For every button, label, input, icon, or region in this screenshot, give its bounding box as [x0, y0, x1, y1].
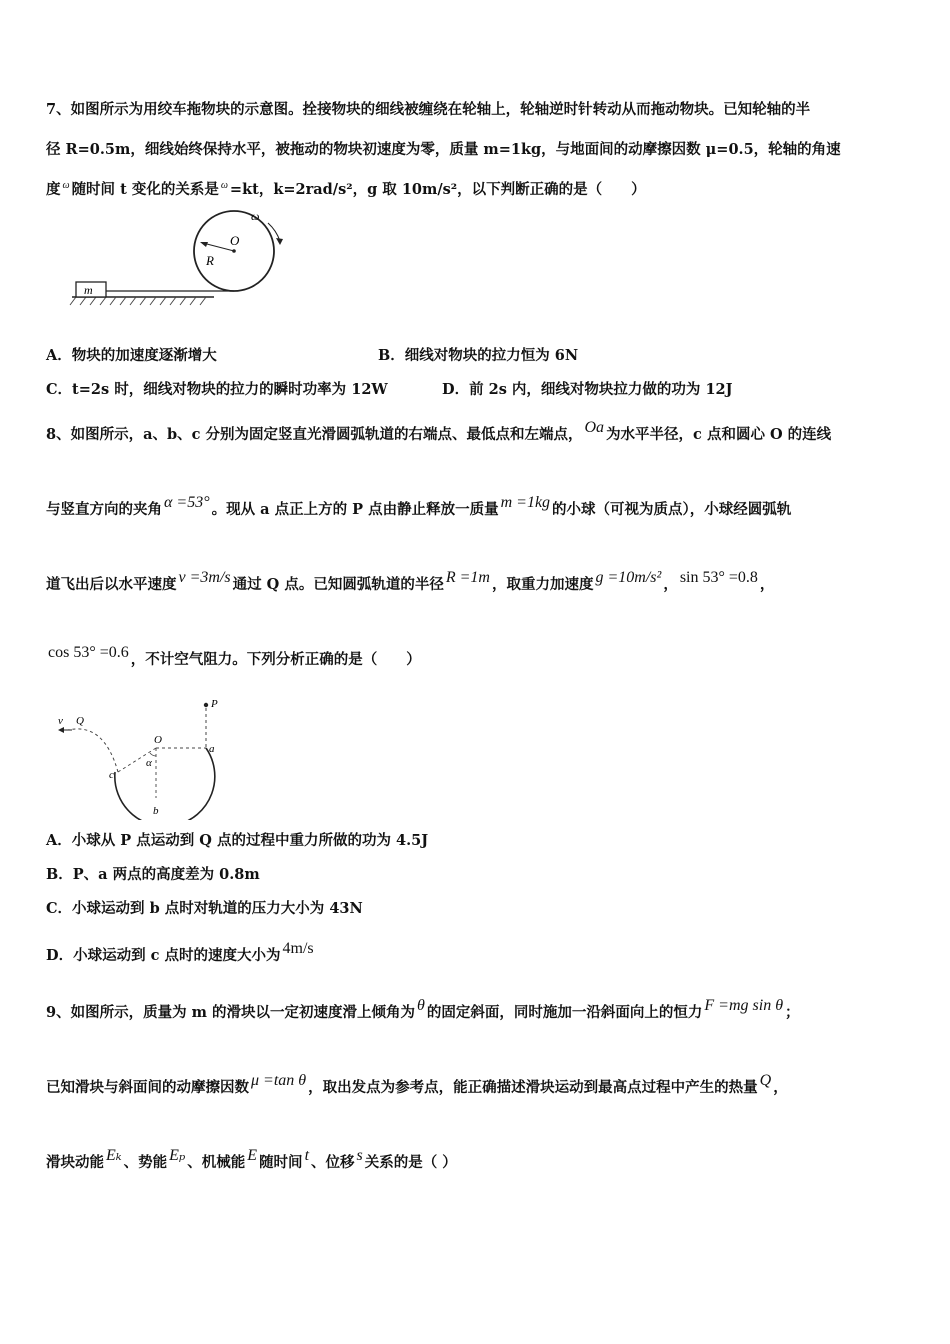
- q8-option-d[interactable]: [46, 940, 316, 965]
- q8-text-seg: ，: [759, 576, 775, 593]
- q9-text-seg: 、势能: [123, 1154, 168, 1171]
- q8-text-seg: ，: [663, 576, 678, 593]
- q7-text-line-2: 径 R=0.5m，细线始终保持水平，被拖动的物块初速度为零，质量 m=1kg，与地面间的动摩擦因数 μ=0.5，轮轴的角速: [46, 141, 841, 158]
- point-P: [204, 703, 208, 707]
- q8-text-seg: ，取重力加速度: [491, 576, 594, 593]
- q8-text-line-4: [46, 644, 910, 670]
- q8-text-seg: 与竖直方向的夹角: [46, 501, 162, 518]
- label-Q: Q: [76, 715, 84, 727]
- label-omega: ω: [251, 209, 260, 223]
- q8-option-a[interactable]: A．小球从 P 点运动到 Q 点的过程中重力所做的功为 4.5J: [46, 832, 429, 849]
- q8-text-seg: ，不计空气阻力。下列分析正确的是（ ）: [130, 651, 421, 668]
- label-a: a: [209, 743, 215, 755]
- q8-math-v: v =3m/s: [178, 569, 231, 586]
- q9-text-seg: ；: [785, 1004, 800, 1021]
- q9-text-line-2: [46, 1072, 910, 1098]
- q7-omega-symbol: ω: [62, 180, 70, 191]
- q9-math-Ek: Eₖ: [106, 1147, 122, 1164]
- q9-text-seg: ，取出发点为参考点，能正确描述滑块运动到最高点过程中产生的热量: [308, 1079, 758, 1096]
- label-P: P: [211, 698, 218, 710]
- q8-text-line-3: [46, 569, 910, 595]
- q9-text-seg: 、位移: [311, 1154, 355, 1171]
- q7-text-seg: 度: [46, 181, 61, 198]
- q9-text-seg: 已知滑块与斜面间的动摩擦因数: [46, 1079, 249, 1096]
- q8-math-sin: sin 53° =0.8: [679, 569, 758, 586]
- q7-text-line-3: [46, 180, 910, 202]
- q9-text-seg: 随时间: [259, 1154, 303, 1171]
- label-m: m: [84, 283, 93, 297]
- q8-option-d-value: 4m/s: [282, 940, 314, 957]
- q7-text-seg: 随时间 t 变化的关系是: [71, 181, 219, 198]
- q8-option-b[interactable]: B．P、a 两点的高度差为 0.8m: [46, 866, 260, 883]
- q9-math-s: s: [356, 1147, 363, 1164]
- label-v: v: [58, 715, 63, 727]
- q8-text-line-2: [46, 494, 910, 520]
- q8-math-R: R =1m: [445, 569, 490, 586]
- q8-text-seg: 为水平半径，c 点和圆心 O 的连线: [606, 426, 832, 443]
- q9-math-t: t: [304, 1147, 310, 1164]
- q8-math-cos: cos 53° =0.6: [48, 644, 129, 661]
- q8-text-seg: 8、如图所示，a、b、c 分别为固定竖直光滑圆弧轨道的右端点、最低点和左端点，: [46, 426, 583, 443]
- q9-text-line-3: [46, 1147, 910, 1173]
- q9-text-line-1: [46, 997, 910, 1023]
- q7-figure-winch: [44, 205, 304, 315]
- q7-text-seg: =kt，k=2rad/s²，g 取 10m/s²，以下判断正确的是（ ）: [229, 181, 646, 198]
- q8-text-seg: 通过 Q 点。已知圆弧轨道的半径: [232, 576, 444, 593]
- q9-math-theta: θ: [417, 997, 425, 1014]
- q8-text-seg: 的小球（可视为质点），小球经圆弧轨: [552, 501, 792, 518]
- q8-text-seg: 。现从 a 点正上方的 P 点由静止释放一质量: [211, 501, 499, 518]
- q7-option-c[interactable]: C．t=2s 时，细线对物块的拉力的瞬时功率为 12W: [46, 381, 388, 398]
- q9-text-seg: 、机械能: [187, 1154, 246, 1171]
- label-b: b: [153, 805, 159, 817]
- q8-math-mass: m =1kg: [500, 494, 551, 511]
- label-alpha: α: [146, 757, 152, 769]
- label-R: R: [206, 253, 214, 268]
- q9-text-seg: 关系的是（ ）: [364, 1154, 457, 1171]
- q9-math-Q: Q: [759, 1072, 772, 1089]
- label-c: c: [109, 769, 114, 781]
- q7-option-b[interactable]: B．细线对物块的拉力恒为 6N: [378, 347, 579, 364]
- q9-text-seg: 的固定斜面，同时施加一沿斜面向上的恒力: [426, 1004, 703, 1021]
- q9-math-E: E: [247, 1147, 258, 1164]
- q8-figure-arc-track: [52, 690, 242, 820]
- q9-math-force: F =mg sin θ: [704, 997, 784, 1014]
- q9-math-Ep: Eₚ: [169, 1147, 186, 1164]
- q8-option-c[interactable]: C．小球运动到 b 点时对轨道的压力大小为 43N: [46, 900, 363, 917]
- q9-math-mu: μ =tan θ: [251, 1072, 307, 1089]
- q8-math-alpha: α =53°: [164, 494, 210, 511]
- q8-text-line-1: [46, 419, 910, 445]
- q7-omega-symbol: ω: [220, 180, 228, 191]
- q9-text-seg: ，: [773, 1079, 788, 1096]
- label-O: O: [230, 233, 240, 248]
- q7-text-line-1: 7、如图所示为用绞车拖物块的示意图。拴接物块的细线被缠绕在轮轴上，轮轴逆时针转动从而拖动物块。已知轮轴的半: [46, 101, 811, 118]
- q8-math-Oa: Oa: [584, 419, 605, 436]
- label-O: O: [154, 734, 162, 746]
- q7-option-d[interactable]: D．前 2s 内，细线对物块拉力做的功为 12J: [442, 381, 733, 398]
- q8-option-d-text: D．小球运动到 c 点时的速度大小为: [46, 947, 281, 964]
- q9-text-seg: 滑块动能: [46, 1154, 104, 1171]
- q9-text-seg: 9、如图所示，质量为 m 的滑块以一定初速度滑上倾角为: [46, 1004, 416, 1021]
- q8-text-seg: 道飞出后以水平速度: [46, 576, 177, 593]
- q8-math-g: g =10m/s²: [595, 569, 662, 586]
- q7-option-a[interactable]: A．物块的加速度逐渐增大: [46, 347, 217, 364]
